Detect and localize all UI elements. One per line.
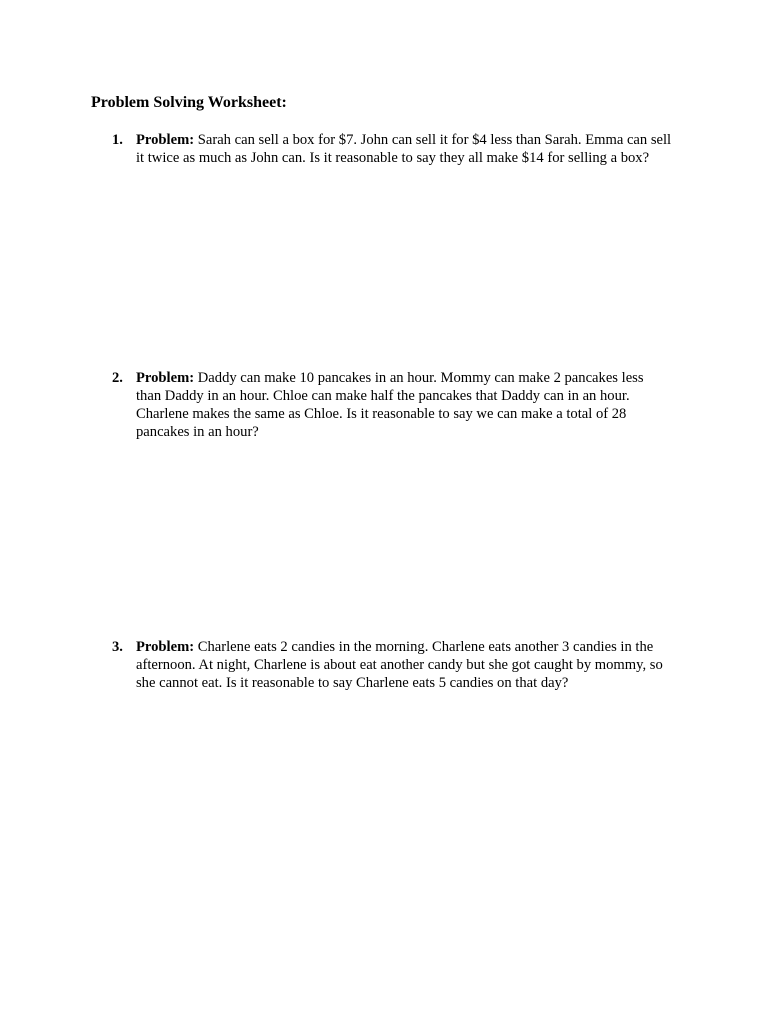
problem-body	[136, 131, 672, 167]
problem-number: 2.	[112, 370, 123, 386]
problem-text: Charlene eats 2 candies in the morning. Charlene eats another 3 candies in the afternoon. At night, Charlene is about eat another candy but she got caught by mommy, so she cannot eat. Is it reasonable to say Charlene eats 5 candies on that day?	[136, 639, 663, 691]
problem-item-3	[112, 638, 672, 692]
page-title: Problem Solving Worksheet:	[91, 94, 287, 111]
problem-text: Daddy can make 10 pancakes in an hour. Mommy can make 2 pancakes less than Daddy in an hour. Chloe can make half the pancakes that Daddy can in an hour. Charlene makes the same as Chloe. Is it reasonable to say we can make a total of 28 pancakes in an hour?	[136, 370, 644, 440]
problem-item-2	[112, 369, 672, 441]
problem-number: 3.	[112, 639, 123, 655]
problem-body	[136, 638, 672, 692]
problem-text: Sarah can sell a box for $7. John can sell it for $4 less than Sarah. Emma can sell it twice as much as John can. Is it reasonable to say they all make $14 for selling a box?	[136, 132, 672, 166]
problem-label: Problem:	[136, 370, 195, 386]
problem-label: Problem:	[136, 132, 195, 148]
problem-label: Problem:	[136, 639, 195, 655]
problem-body	[136, 369, 672, 441]
problem-number: 1.	[112, 132, 123, 148]
problem-item-1	[112, 131, 672, 167]
